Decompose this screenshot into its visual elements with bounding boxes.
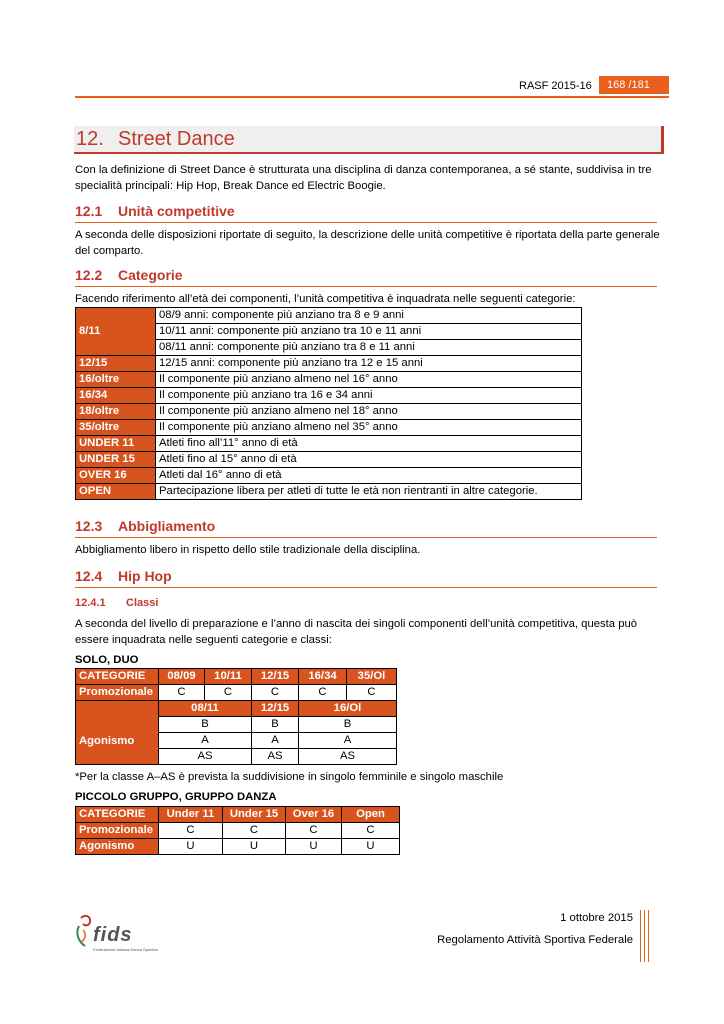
section-title: Hip Hop xyxy=(118,568,172,584)
table-row xyxy=(76,468,582,484)
section-number: 12.3 xyxy=(75,518,103,534)
table-row xyxy=(76,436,582,452)
description-cell: Il componente più anziano almeno nel 35° anno xyxy=(156,420,582,436)
footer-date: 1 ottobre 2015 xyxy=(560,912,633,924)
section-title: Categorie xyxy=(118,267,183,283)
category-cell: UNDER 11 xyxy=(76,436,156,452)
class-cell: B xyxy=(299,717,397,733)
solo-duo-heading: SOLO, DUO xyxy=(75,654,139,666)
description-cell: Il componente più anziano tra 16 e 34 anni xyxy=(156,388,582,404)
class-cell: C xyxy=(252,685,299,701)
solo-duo-note: *Per la classe A–AS è prevista la suddivisione in singolo femminile e singolo maschile xyxy=(75,771,504,783)
category-cell: 8/11 xyxy=(76,308,156,356)
header-rule xyxy=(75,96,669,98)
table-row xyxy=(76,484,582,500)
section-number: 12.4 xyxy=(75,568,103,584)
class-cell: U xyxy=(223,839,286,855)
section-text-12-2: Facendo riferimento all’età dei componenti, l’unità competitiva è inquadrata nelle seguenti categorie: xyxy=(75,293,576,305)
description-cell: Il componente più anziano almeno nel 16° anno xyxy=(156,372,582,388)
class-cell: C xyxy=(347,685,397,701)
description-cell: Il componente più anziano almeno nel 18° anno xyxy=(156,404,582,420)
subsection-number: 12.4.1 xyxy=(75,597,106,609)
header-cell: 08/09 xyxy=(159,669,205,685)
table-row xyxy=(76,701,397,717)
section-heading-12-2 xyxy=(75,267,657,287)
table-row xyxy=(76,388,582,404)
class-cell: A xyxy=(299,733,397,749)
table-row xyxy=(76,669,397,685)
row-label: Promozionale xyxy=(76,823,159,839)
header-cell: 12/15 xyxy=(252,701,299,717)
class-cell: U xyxy=(342,839,400,855)
section-title: Abbigliamento xyxy=(118,518,216,534)
table-row xyxy=(76,823,400,839)
fids-logo xyxy=(73,912,158,961)
class-cell: A xyxy=(252,733,299,749)
class-cell: C xyxy=(299,685,347,701)
page-number: 168 /181 xyxy=(599,76,669,94)
section-title: Unità competitive xyxy=(118,203,235,219)
table-row xyxy=(76,308,582,324)
category-cell: 18/oltre xyxy=(76,404,156,420)
class-cell: B xyxy=(159,717,252,733)
section-text-12-4-1: A seconda del livello di preparazione e l’anno di nascita dei singoli componenti dell’unità competitiva, questa può essere inquadrata nelle seguenti categorie e classi: xyxy=(75,618,638,646)
class-cell: AS xyxy=(252,749,299,765)
table-row xyxy=(76,404,582,420)
class-cell: C xyxy=(286,823,342,839)
subsection-heading-12-4-1 xyxy=(75,597,159,609)
solo-duo-table xyxy=(75,668,397,765)
description-cell: Atleti fino all’11° anno di età xyxy=(156,436,582,452)
table-row xyxy=(76,807,400,823)
header-cell: 16/Ol xyxy=(299,701,397,717)
category-cell: 16/oltre xyxy=(76,372,156,388)
header-cell: CATEGORIE xyxy=(76,669,159,685)
class-cell: C xyxy=(223,823,286,839)
header-cell: 10/11 xyxy=(205,669,252,685)
class-cell: A xyxy=(159,733,252,749)
class-cell: U xyxy=(286,839,342,855)
footer-rules xyxy=(640,910,650,962)
category-cell: 16/34 xyxy=(76,388,156,404)
header-cell: Under 15 xyxy=(223,807,286,823)
class-cell: AS xyxy=(299,749,397,765)
category-cell: UNDER 15 xyxy=(76,452,156,468)
footer-regulation: Regolamento Attività Sportiva Federale xyxy=(437,934,633,946)
chapter-number: 12. xyxy=(76,128,104,150)
header-cell: CATEGORIE xyxy=(76,807,159,823)
group-table xyxy=(75,806,400,855)
class-cell: C xyxy=(342,823,400,839)
table-row xyxy=(76,452,582,468)
description-cell: Partecipazione libera per atleti di tutte le età non rientranti in altre categorie. xyxy=(156,484,582,500)
description-cell: Atleti dal 16° anno di età xyxy=(156,468,582,484)
header-cell: Over 16 xyxy=(286,807,342,823)
class-cell: B xyxy=(252,717,299,733)
subsection-title: Classi xyxy=(126,597,159,609)
section-heading-12-4 xyxy=(75,568,657,588)
row-label: Agonismo xyxy=(76,701,159,765)
description-cell: 10/11 anni: componente più anziano tra 10 e 11 anni xyxy=(156,324,582,340)
row-label: Promozionale xyxy=(76,685,159,701)
chapter-title: Street Dance xyxy=(118,128,235,150)
category-cell: OPEN xyxy=(76,484,156,500)
category-cell: OVER 16 xyxy=(76,468,156,484)
description-cell: 08/9 anni: componente più anziano tra 8 e 9 anni xyxy=(156,308,582,324)
section-text-12-1: A seconda delle disposizioni riportate di seguito, la descrizione delle unità competitive è riportata della parte generale del comparto. xyxy=(75,229,660,257)
header-cell: Under 11 xyxy=(159,807,223,823)
group-heading: PICCOLO GRUPPO, GRUPPO DANZA xyxy=(75,791,277,803)
logo-text: fids xyxy=(93,924,133,946)
description-cell: 08/11 anni: componente più anziano tra 8 e 11 anni xyxy=(156,340,582,356)
section-number: 12.1 xyxy=(75,203,103,219)
section-heading-12-1 xyxy=(75,203,657,223)
header-cell: 12/15 xyxy=(252,669,299,685)
logo-subtitle: Federazione Italiana Danza Sportiva xyxy=(93,947,158,952)
table-row xyxy=(76,420,582,436)
class-cell: C xyxy=(205,685,252,701)
category-cell: 12/15 xyxy=(76,356,156,372)
row-label: Agonismo xyxy=(76,839,159,855)
class-cell: C xyxy=(159,823,223,839)
description-cell: 12/15 anni: componente più anziano tra 12 e 15 anni xyxy=(156,356,582,372)
categories-table xyxy=(75,307,582,500)
table-row xyxy=(76,372,582,388)
chapter-heading xyxy=(74,126,664,154)
header-cell: 16/34 xyxy=(299,669,347,685)
section-number: 12.2 xyxy=(75,267,103,283)
table-row xyxy=(76,685,397,701)
class-cell: AS xyxy=(159,749,252,765)
document-title: RASF 2015-16 xyxy=(519,80,592,92)
section-heading-12-3 xyxy=(75,518,657,538)
class-cell: U xyxy=(159,839,223,855)
table-row xyxy=(76,839,400,855)
header-cell: 35/Ol xyxy=(347,669,397,685)
chapter-intro: Con la definizione di Street Dance è strutturata una disciplina di danza contemporanea, a sé stante, suddivisa in tre specialità principali: Hip Hop, Break Dance ed Electric Boogie. xyxy=(75,164,652,192)
class-cell: C xyxy=(159,685,205,701)
header-cell: Open xyxy=(342,807,400,823)
table-row xyxy=(76,356,582,372)
section-text-12-3: Abbigliamento libero in rispetto dello stile tradizionale della disciplina. xyxy=(75,544,421,556)
description-cell: Atleti fino al 15° anno di età xyxy=(156,452,582,468)
header-cell: 08/11 xyxy=(159,701,252,717)
category-cell: 35/oltre xyxy=(76,420,156,436)
